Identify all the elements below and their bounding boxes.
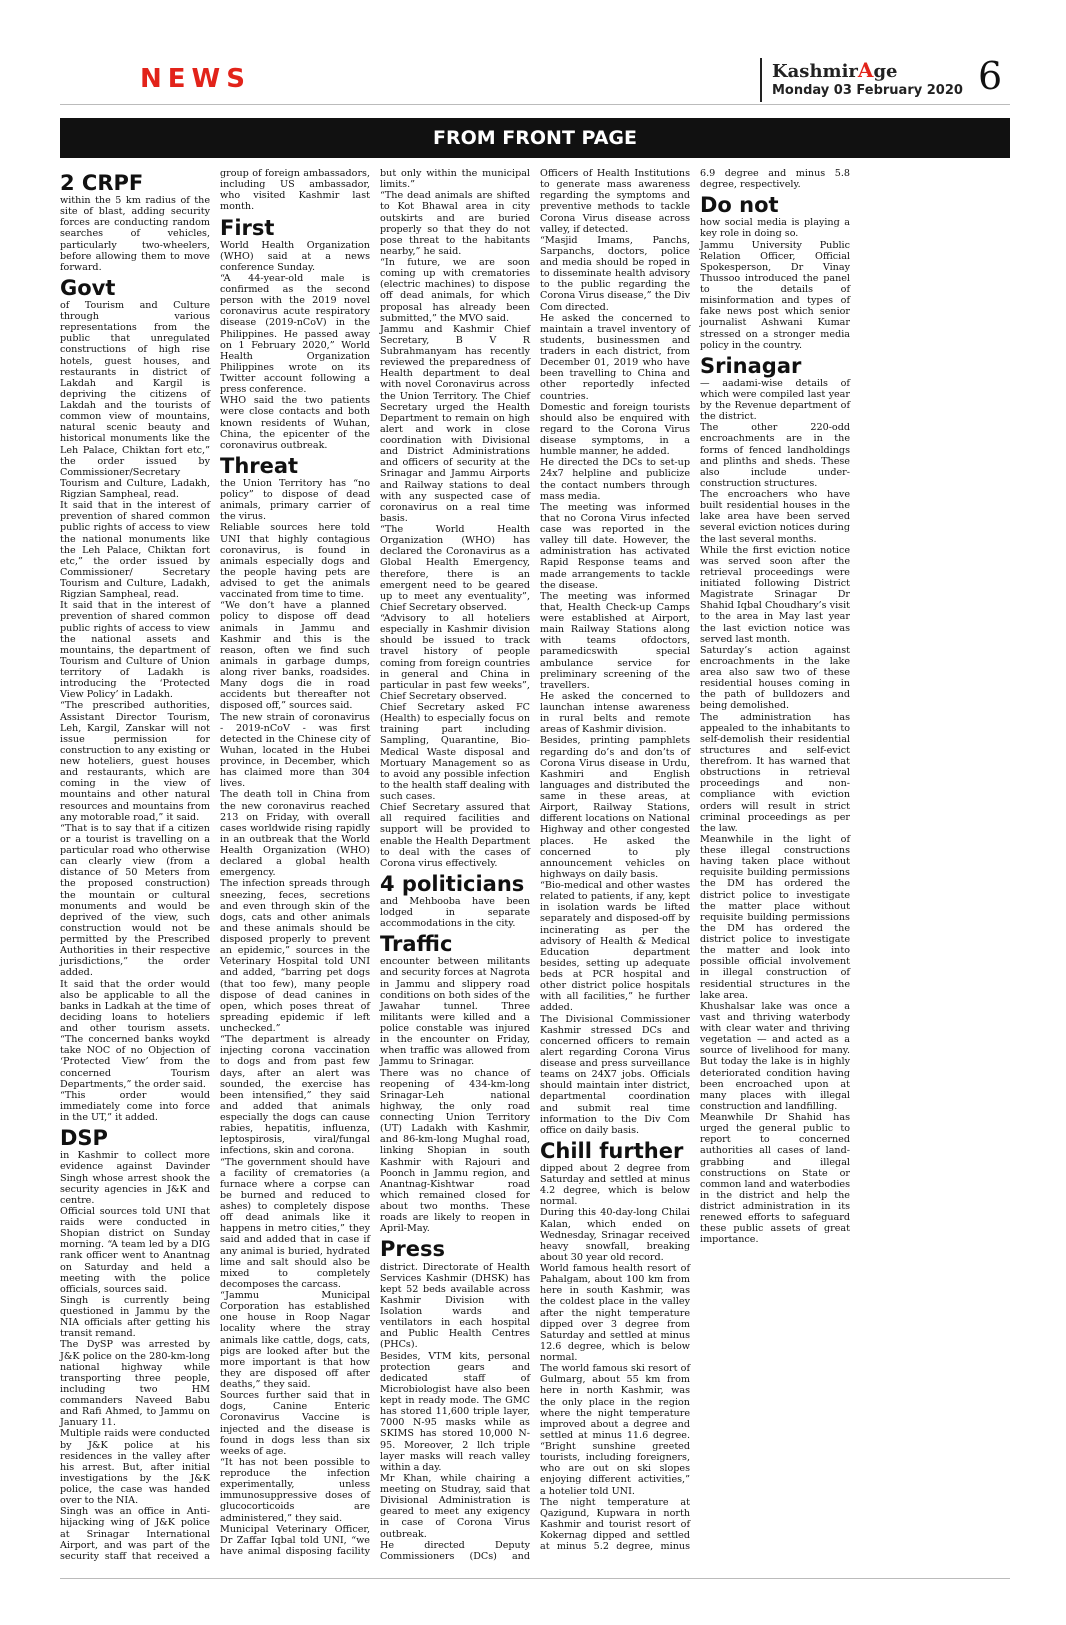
story-paragraph: The other 220-odd encroachments are in the forms of fenced landholdings and plinths and sheds. These also include under-construction structures. <box>700 422 850 489</box>
story-paragraph: “The World Health Organization (WHO) has declared the Coronavirus as a Global Health Emergency, therefore, there is an emergent need to be geared up to meet any eventuality”, Chief Secretary observed. <box>380 524 530 613</box>
story-paragraph: Khushalsar lake was once a vast and thriving waterbody with clear water and thriving vegetation — and acted as a source of livelihood for many. But today the lake is in highly deteriorated condition having been encroached upon at many places with illegal construction and landfilling. <box>700 1000 850 1112</box>
story-headline: Press <box>380 1237 445 1262</box>
publication-logo <box>772 58 897 82</box>
story-headline: First <box>220 215 275 240</box>
story <box>380 873 530 929</box>
story-paragraph: He directed the DCs to set-up 24x7 helpline and publicize the contact numbers through mass media. <box>540 457 690 502</box>
publication-date: Monday 03 February 2020 <box>772 83 963 98</box>
story-paragraph: World famous health resort of Pahalgam, about 100 km from here in south Kashmir, was the coldest place in the valley after the night temperature dipped over 3 degree from Saturday and settled at minus 12.6 degree, which is below normal. <box>540 1263 690 1364</box>
story-paragraph: The meeting was informed that, Health Check-up Camps were established at Airport, main Railway Stations along with teams ofdoctors, paramedicswith special ambulance service for preliminary screening of the travellers. <box>540 590 690 691</box>
story-paragraph: Domestic and foreign tourists should also be enquired with regard to the Corona Virus disease symptoms, in a humble manner, he added. <box>540 401 690 458</box>
story-paragraph: “The department is already injecting corona vaccination to dogs and from past few days, after an alert was sounded, the exercise has been intensified,” they said and added that animals especially the dogs can cause rabies, hepatitis, influenza, leptospirosis, viral/fungal infections, skin and corona. <box>220 1034 370 1157</box>
story-paragraph: The administration has appealed to the inhabitants to self-demolish their residential structures and self-evict therefrom. It has warned that obstructions in retrieval proceedings and non-compliance with eviction orders will result in strict criminal proceedings as per the law. <box>700 711 850 834</box>
story-paragraph: “In future, we are soon coming up with crematories (electric machines) to dispose off dead animals, for which proposal has already been submitted,” the MVO said. <box>380 257 530 324</box>
story-paragraph: Chief Secretary asked FC (Health) to especially focus on training part including Sampling, Quarantine, Bio-Medical Waste disposal and Mortuary Management so as to avoid any possible infection to the health staff dealing with such cases. <box>380 702 530 802</box>
story-paragraph: Meanwhile Dr Shahid has urged the general public to report to concerned authorities all cases of land-grabbing and illegal constructions on State or common land and waterbodies in the district and help the district administration in its renewed efforts to safeguard these public assets of great importance. <box>700 1112 850 1246</box>
story-paragraph: Saturday’s action against encroachments in the lake area also saw two of these residential houses coming in the path of bulldozers and being demolished. <box>700 644 850 712</box>
story <box>700 355 850 1246</box>
story-paragraph: Besides, printing pamphlets regarding do’s and don’ts of Corona Virus disease in Urdu, Kashmiri and English languages and distributed the same in these areas, at Airport, Railway Stations, different locations on National Highway and other congested places. He asked the concerned to ply announcement vehicles on highways on daily basis. <box>540 735 690 880</box>
story-paragraph: Multiple raids were conducted by J&K police at his residences in the valley after his arrest. But, after initial investigations by the J&K police, the case was handed over to the NIA. <box>60 1428 210 1507</box>
story-paragraph: “The dead animals are shifted to Kot Bhawal area in city outskirts and are buried properly so that they do not pose threat to the habitants nearby,” he said. <box>380 190 530 257</box>
story-paragraph: encounter between militants and security forces at Nagrota in Jammu and slippery road conditions on both sides of the Jawahar tunnel. Three militants were killed and a police constable was injured in the encounter on Friday, when traffic was allowed from Jammu to Srinagar. <box>380 956 530 1068</box>
story-paragraph: “The prescribed authorities, Assistant Director Tourism, Leh, Kargil, Zanskar will not issue permission for construction to any existing or new hoteliers, guest houses and restaurants, which are coming in the view of mountains and other natural resources and mountains from any motorable road,” it said. <box>60 700 210 823</box>
story-paragraph: “Advisory to all hoteliers especially in Kashmir division should be issued to track travel history of people coming from foreign countries in general and China in particular in past few weeks”, Chief Secretary observed. <box>380 613 530 702</box>
story-paragraph: The world famous ski resort of Gulmarg, about 55 km from here in north Kashmir, was the only place in the region where the night temperature improved about a degree and settled at minus 11.6 degree. “Bright sunshine greeted tourists, including foreigners, who are out on ski slopes enjoying different activities,” a hotelier told UNI. <box>540 1363 690 1497</box>
story-paragraph: Mr Khan, while chairing a meeting on Studray, said that Divisional Administration is geared to meet any exigency in case of Corona Virus outbreak. <box>380 1472 530 1540</box>
story-paragraph: World Health Organization (WHO) said at a news conference Sunday. <box>220 239 370 273</box>
story-paragraph: The infection spreads through sneezing, feces, secretions and even through skin of the dogs, cats and other animals and these animals should be disposed properly to prevent an epidemic,” sources in the Veterinary Hospital told UNI and added, “barring pet dogs (that too few), many people dispose of dead canines in open, which poses threat of spreading epidemic if left unchecked.” <box>220 878 370 1035</box>
story-paragraph: “Jammu Municipal Corporation has established one house in Roop Nagar locality where the stray animals like cattle, dogs, cats, pigs are looked after but the more important is that how they are disposed off after deaths,” they said. <box>220 1290 370 1391</box>
story-paragraph: “A 44-year-old male is confirmed as the second person with the 2019 novel coronavirus acute respiratory disease (2019-nCoV) in the Philippines. He passed away on 1 February 2020,” World Health Organization Philippines wrote on its Twitter account following a press conference. <box>220 272 370 396</box>
article-columns <box>60 168 1010 1568</box>
story-paragraph: in Kashmir to collect more evidence against Davinder Singh whose arrest shook the security agencies in J&K and centre. <box>60 1150 210 1206</box>
story-paragraph: Besides, VTM kits, personal protection gears and dedicated staff of Microbiologist have also been kept in ready mode. The GMC has stored 11,600 triple layer, 7000 N-95 masks while as SKIMS has stored 10,000 N-95. Moreover, 2 llch triple layer masks will reach valley within a day. <box>380 1350 530 1473</box>
story-paragraph: It said that in the interest of prevention of shared common public rights of access to view the national assets and mountains, the department of Tourism and Culture of Union territory of Ladakh is introducing the ‘Protected View Policy’ in Ladakh. <box>60 600 210 701</box>
story-paragraph: Jammu University Public Relation Officer, Official Spokesperson, Dr Vinay Thussoo introduced the panel to the details of misinformation and types of fake news post which senior journalist Ashwani Kumar stressed on a stronger media policy in the country. <box>700 239 850 351</box>
story-paragraph: within the 5 km radius of the site of blast, adding security forces are conducting random searches of vehicles, particularly two-wheelers, before allowing them to move forward. <box>60 195 210 273</box>
story-paragraph: “This order would immediately come into force in the UT,” it added. <box>60 1089 210 1124</box>
story-paragraph: how social media is playing a key role in doing so. <box>700 217 850 240</box>
page-number: 6 <box>978 54 1003 98</box>
story-paragraph: He asked the concerned to maintain a travel inventory of students, businessmen and traders in each district, from December 01, 2019 who have been travelling to China and other reportedly infected countries. <box>540 312 690 402</box>
story-paragraph: Sources further said that in dogs, Canine Enteric Coronavirus Vaccine is injected and the disease is found in dogs less than six weeks of age. <box>220 1390 370 1457</box>
story <box>60 277 210 1123</box>
section-label: NEWS <box>140 64 251 94</box>
story-paragraph: “Bio-medical and other wastes related to patients, if any, kept in isolation wards be lifted separately and disposed-off by incinerating as per the advisory of Health & Medical Education department besides, setting up adequate beds at PCR hospital and other district police hospitals with all facilities,” he further added. <box>540 880 690 1014</box>
story-paragraph: He asked the concerned to launchan intense awareness in rural belts and remote areas of Kashmir division. <box>540 690 690 736</box>
story-paragraph: Chief Secretary assured that all required facilities and support will be provided to enable the Health Department to deal with the cases of Corona virus effectively. <box>380 802 530 869</box>
story-paragraph: Official sources told UNI that raids were conducted in Shopian district on Sunday morning. “A team led by a DIG rank officer went to Anantnag on Saturday and held a meeting with the police officials, sources said. <box>60 1205 210 1295</box>
story-headline: 2 CRPF <box>60 171 144 195</box>
story-headline: Traffic <box>380 932 453 957</box>
story-paragraph: It said that in the interest of prevention of shared common public rights of access to view the national monuments like the Leh Palace, Chiktan fort etc,” the order issued by Commissioner/ Secretary Tourism and Culture, Ladakh, Rigzian Sampheal, read. <box>60 500 210 601</box>
story-paragraph: district. Directorate of Health Services Kashmir (DHSK) has kept 52 beds available across Kashmir Division with Isolation wards and ventilators in each hospital and Public Health Centres (PHCs). <box>380 1261 530 1351</box>
header-rule <box>60 104 1010 105</box>
logo-text-1: Kashmir <box>772 61 858 82</box>
story-paragraph: “That is to say that if a citizen or a tourist is travelling on a particular road who otherwise can clearly view (from a distance of 50 Meters from the proposed construction) the mountain or cultural monuments and would be deprived of the view, such construction would not be permitted by the Prescribed Authorities in their respective jurisdictions,” the order added. <box>60 822 210 979</box>
story-paragraph: Municipal Veterinary Officer, Dr Zaffar Iqbal told UNI, “we have animal disposing facility but only within the municipal limits.” <box>220 168 530 1557</box>
story-paragraph: Singh is currently being questioned in Jammu by the NIA officials after getting his transit remand. <box>60 1294 210 1340</box>
story-paragraph: dipped about 2 degree from Saturday and settled at minus 4.2 degree, which is below normal. <box>540 1162 690 1208</box>
story-paragraph: “Masjid Imams, Panchs, Sarpanchs, doctors, police and media should be roped in to disseminate health advisory to the public regarding the Corona Virus disease,” the Div Com directed. <box>540 234 690 313</box>
story-paragraph: of Tourism and Culture through various representations from the public that unregulated constructions of high rise hotels, guest houses, and restaurants in district of Lakdah and Kargil is depriving the citizens of Lakdah and the tourists of common view of mountains, natural scenic beauty and historical monuments like the Leh Palace, Chiktan fort etc,” the order issued by Commissioner/Secretary Tourism and Culture, Ladakh, Rigzian Sampheal, read. <box>60 299 210 501</box>
story <box>220 217 370 451</box>
story-headline: Threat <box>220 453 299 478</box>
section-banner: FROM FRONT PAGE <box>60 118 1010 158</box>
story <box>380 933 530 1234</box>
story-paragraph: WHO said the two patients were close contacts and both known residents of Wuhan, China, the epicenter of the coronavirus outbreak. <box>220 395 370 451</box>
story-paragraph: The encroachers who have built residential houses in the lake area have been served several eviction notices during the last several months. <box>700 489 850 545</box>
story-paragraph: The new strain of coronavirus - 2019-nCoV - was first detected in the Chinese city of Wuhan, located in the Hubei province, in December, which has claimed more than 304 lives. <box>220 711 370 790</box>
story-paragraph: the Union Territory has “no policy” to dispose of dead animals, primary carrier of the virus. <box>220 477 370 523</box>
logo-text-2: A <box>857 58 874 82</box>
story-paragraph: The meeting was informed that no Corona Virus infected case was reported in the valley till date. However, the administration has activated Rapid Response teams and made arrangements to tackle the disease. <box>540 501 690 591</box>
story-paragraph: “The government should have a facility of crematories (a furnace where a corpse can be burned and reduced to ashes) to completely dispose off dead animals like it happens in metro cities,” they said and added that in case if any animal is buried, hydrated lime and salt should also be mixed to completely decomposes the carcass. <box>220 1156 370 1290</box>
story-paragraph: Reliable sources here told UNI that highly contagious coronavirus, is found in animals especially dogs and the people having pets are advised to get the animals vaccinated from time to time. <box>220 522 370 601</box>
story-paragraph: The night temperature at Qazigund, Kupwara in north Kashmir and tourist resort of Kokernag dipped and settled at minus 5.2 degree, minus 6.9 degree and minus 5.8 degree, respectively. <box>540 168 850 1553</box>
story-paragraph: The DySP was arrested by J&K police on the 280-km-long national highway while transporting three people, including two HM commanders Naveed Babu and Rafi Ahmed, to Jammu on January 11. <box>60 1339 210 1429</box>
story-paragraph: Meanwhile in the light of these illegal constructions having taken place without requisite building permissions the DM has ordered the district police to investigate the matter place without requisite building permissions the DM has ordered the district police to investigate the matter and look into possible official involvement in illegal construction of residential structures in the lake area. <box>700 833 850 1001</box>
story-paragraph: He directed Deputy Commissioners (DCs) and Officers of Health Institutions to generate mass awareness regarding the symptoms and preventive methods to tackle Corona Virus disease across valley, if detected. <box>380 168 690 1562</box>
story-headline: Govt <box>60 275 116 300</box>
logo-text-3: ge <box>873 61 898 82</box>
story <box>60 172 210 273</box>
story-paragraph: There was no chance of reopening of 434-km-long Srinagar-Leh national highway, the only road connecting Union Territory (UT) Ladakh with Kashmir, and 86-km-long Mughal road, linking Shopian in south Kashmir with Rajouri and Poonch in Jammu region, and Anantnag-Kishtwar road which remained closed for about two months. These roads are likely to reopen in April-May. <box>380 1067 530 1235</box>
footer-rule <box>60 1578 1010 1579</box>
story-headline: DSP <box>60 1126 108 1151</box>
masthead <box>760 58 963 102</box>
story-headline: Do not <box>700 193 779 218</box>
story-paragraph: “It has not been possible to reproduce the infection experimentally, unless immunosuppressive doses of glucocorticoids are administered,” they said. <box>220 1456 370 1524</box>
story-headline: 4 politicians <box>380 871 525 896</box>
story-paragraph: During this 40-day-long Chilai Kalan, which ended on Wednesday, Srinagar received heavy snowfall, breaking about 30 year old record. <box>540 1207 690 1263</box>
story-paragraph: — aadami-wise details of which were compiled last year by the Revenue department of the district. <box>700 377 850 423</box>
story-headline: Chill further <box>540 1138 684 1163</box>
story-paragraph: The death toll in China from the new coronavirus reached 213 on Friday, with overall cases worldwide rising rapidly in an outbreak that the World Health Organization (WHO) declared a global health emergency. <box>220 789 370 879</box>
story <box>700 194 850 351</box>
story-paragraph: Singh was an office in Anti-hijacking wing of J&K police at Srinagar International Airport, and was part of the security staff that received a group of foreign ambassadors, including US ambassador, who visited Kashmir last month. <box>60 168 370 1562</box>
story-paragraph: While the first eviction notice was served soon after the retrieval proceedings were initiated following District Magistrate Srinagar Dr Shahid Iqbal Choudhary’s visit to the area in May last year the last eviction notice was served last month. <box>700 544 850 645</box>
story-headline: Srinagar <box>700 353 802 378</box>
story-paragraph: It said that the order would also be applicable to all the banks in Ladkah at the time of deciding loans to hoteliers and other tourism assets. “The concerned banks woykd take NOC of no Objection of ‘Protected View’ from the concerned Tourism Departments,” the order said. <box>60 978 210 1090</box>
story-paragraph: and Mehbooba have been lodged in separate accommodations in the city. <box>380 895 530 930</box>
story-paragraph: Jammu and Kashmir Chief Secretary, B V R Subrahmanyam has recently reviewed the preparedness of Health department to deal with novel Coronavirus across the Union Territory. The Chief Secretary urged the Health Department to remain on high alert and work in close coordination with Divisional and District Administrations and officers of security at the Srinagar and Jammu Airports and Railway stations to deal with any suspected case of coronavirus on a real time basis. <box>380 323 530 524</box>
story-paragraph: “We don’t have a planned policy to dispose off dead animals in Jammu and Kashmir and this is the reason, often we find such animals in garbage dumps, along river banks, roadsides. Many dogs die in road accidents but thereafter not disposed off,” sources said. <box>220 600 370 712</box>
story-paragraph: The Divisional Commissioner Kashmir stressed DCs and concerned officers to remain alert regarding Corona Virus disease and press surveillance teams on 24X7 jobs. Officials should maintain inter district, departmental coordination and submit real time information to the Div Com office on daily basis. <box>540 1013 690 1136</box>
